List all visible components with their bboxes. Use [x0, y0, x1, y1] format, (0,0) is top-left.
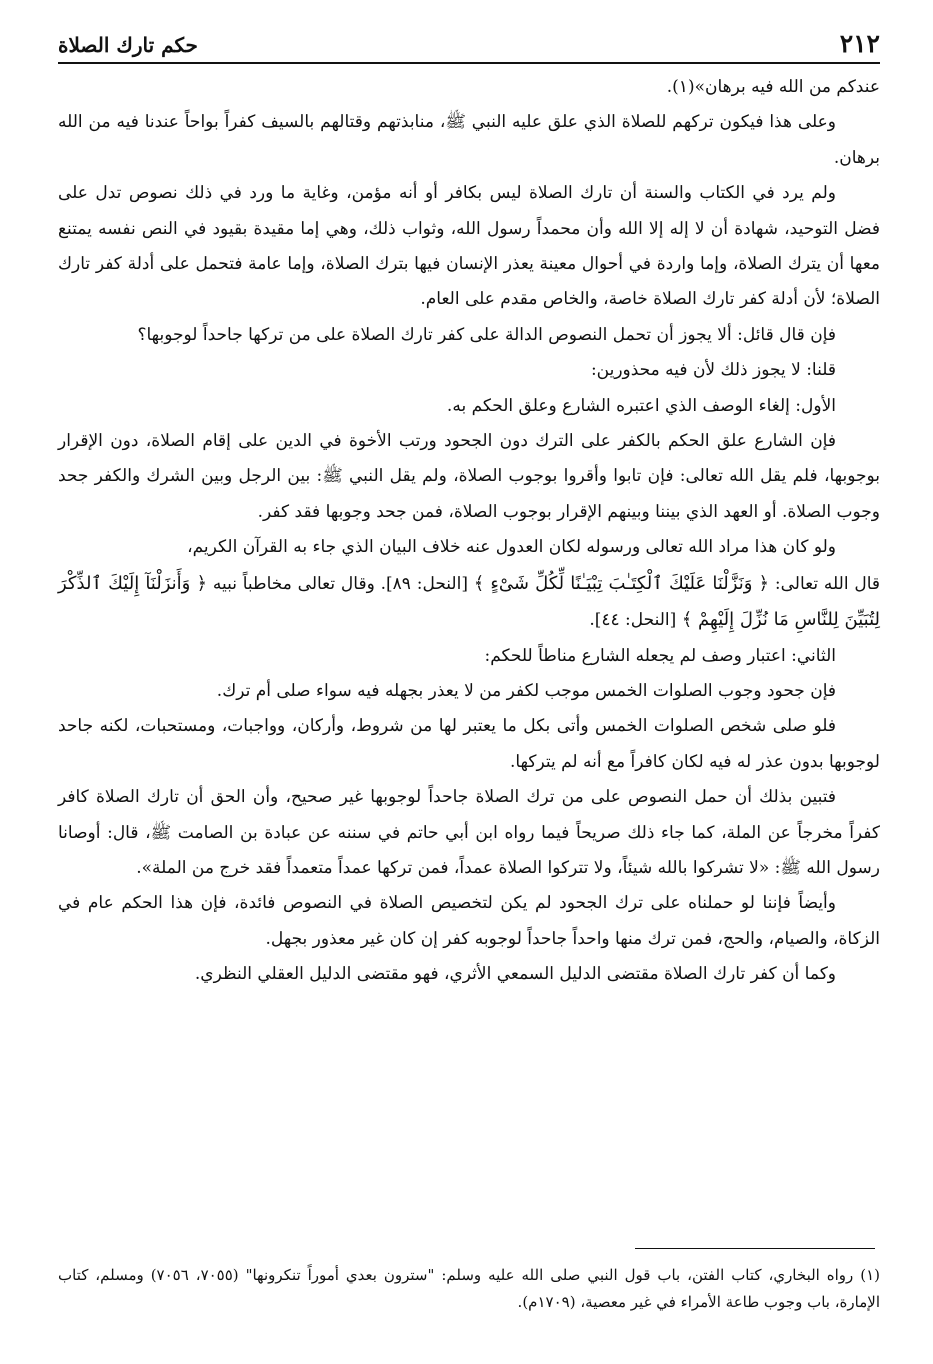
quran-verse: ﴿ وَنَزَّلْنَا عَلَيْكَ ٱلْكِتَـٰبَ تِبْيَـٰنًا لِّكُلِّ شَىْءٍ ﴾ [473, 572, 770, 594]
paragraph: ولو كان هذا مراد الله تعالى ورسوله لكان العدول عنه خلاف البيان الذي جاء به القرآن الكريم، [187, 537, 836, 558]
footnote-divider [635, 1248, 875, 1249]
quran-verse: ﴿ وَأَنزَلْنَآ إِلَيْكَ ٱلذِّكْرَ لِتُبَيِّنَ لِلنَّاسِ مَا نُزِّلَ إِلَيْهِمْ ﴾ [58, 572, 880, 631]
paragraph-text: [النحل: ٨٩]. وقال تعالى مخاطباً نبيه [207, 573, 474, 594]
paragraph: فتبين بذلك أن حمل النصوص على من ترك الصلاة جاحداً لوجوبها غير صحيح، وأن الحق أن تارك الصلاة كافر كفراً مخرجاً عن الملة، كما جاء ذلك صريحاً فيما رواه ابن أبي حاتم في سننه عن عبادة بن الصامت ﷺ، قال: أوصانا رسول الله ﷺ: «لا تشركوا بالله شيئاً، ولا تتركوا الصلاة عمداً، فمن تركها عمداً متعمداً فقد خرج من الملة». [58, 787, 880, 878]
running-title: حكم تارك الصلاة [58, 33, 198, 57]
footnotes [58, 1262, 880, 1316]
page-header [58, 22, 880, 64]
paragraph: فإن الشارع علق الحكم بالكفر على الترك دون الجحود ورتب الأخوة في الدين على إقام الصلاة، دون الإقرار بوجوبها، فلم يقل الله تعالى: فإن تابوا وأقروا بوجوب الصلاة، ولم يقل النبي ﷺ: بين الرجل وبين الشرك والكفر جحد وجوب الصلاة. أو العهد الذي بيننا وبينهم الإقرار بوجوب الصلاة، فمن جحد وجوبها فقد كفر. [58, 431, 880, 522]
page-number: ٢١٢ [839, 29, 880, 58]
paragraph: وعلى هذا فيكون تركهم للصلاة الذي علق عليه النبي ﷺ، منابذتهم وقتالهم بالسيف كفراً بواحاً عندنا فيه من الله برهان. [58, 112, 880, 168]
paragraph: عندكم من الله فيه برهان»(١). [666, 77, 880, 97]
paragraph: قلنا: لا يجوز ذلك لأن فيه محذورين: [590, 360, 836, 381]
paragraph: وكما أن كفر تارك الصلاة مقتضى الدليل السمعي الأثري، فهو مقتضى الدليل العقلي النظري. [194, 964, 836, 985]
paragraph: فإن قال قائل: ألا يجوز أن تحمل النصوص الدالة على كفر تارك الصلاة على من تركها جاحداً لوجوبها؟ [137, 324, 836, 345]
paragraph-text: [النحل: ٤٤]. [589, 610, 682, 631]
paragraph [58, 566, 880, 639]
paragraph: الثاني: اعتبار وصف لم يجعله الشارع مناطاً للحكم: [484, 645, 836, 666]
paragraph: فإن جحود وجوب الصلوات الخمس موجب لكفر من لا يعذر بجهله فيه سواء صلى أم ترك. [216, 680, 836, 701]
page [58, 22, 880, 993]
paragraph: وأيضاً فإننا لو حملناه على ترك الجحود لم يكن لتخصيص الصلاة في النصوص فائدة، فإن هذا الحكم عام في الزكاة، والصيام، والحج، فمن ترك منها واحداً جاحداً لوجوبه كفر إن كان غير معذور بجهل. [58, 893, 880, 949]
paragraph: فلو صلى شخص الصلوات الخمس وأتى بكل ما يعتبر لها من شروط، وأركان، وواجبات، ومستحبات، لكنه جاحد لوجوبها بدون عذر له فيه لكان كافراً مع أنه لم يتركها. [58, 716, 880, 772]
paragraph: ولم يرد في الكتاب والسنة أن تارك الصلاة ليس بكافر أو أنه مؤمن، وغاية ما ورد في ذلك نصوص تدل على فضل التوحيد، شهادة أن لا إله إلا الله وأن محمداً رسول الله، وثواب ذلك، وهي إما مقيدة بقيود في النص نفسه يمتنع معها أن يترك الصلاة، وإما واردة في أحوال معينة يعذر الإنسان فيها بترك الصلاة، وإما عامة فتحمل على أدلة كفر تارك الصلاة؛ لأن أدلة كفر تارك الصلاة خاصة، والخاص مقدم على العام. [58, 183, 880, 310]
paragraph-text: قال الله تعالى: [769, 573, 881, 594]
footnote: (١) رواه البخاري، كتاب الفتن، باب قول النبي صلى الله عليه وسلم: "سترون بعدي أموراً تنكرونها" (٧٠٥٥، ٧٠٥٦) ومسلم، كتاب الإمارة، باب وجوب طاعة الأمراء في غير معصية، (١٧٠٩م). [58, 1266, 880, 1311]
paragraph: الأول: إلغاء الوصف الذي اعتبره الشارع وعلق الحكم به. [446, 395, 836, 416]
body-text [58, 70, 880, 993]
